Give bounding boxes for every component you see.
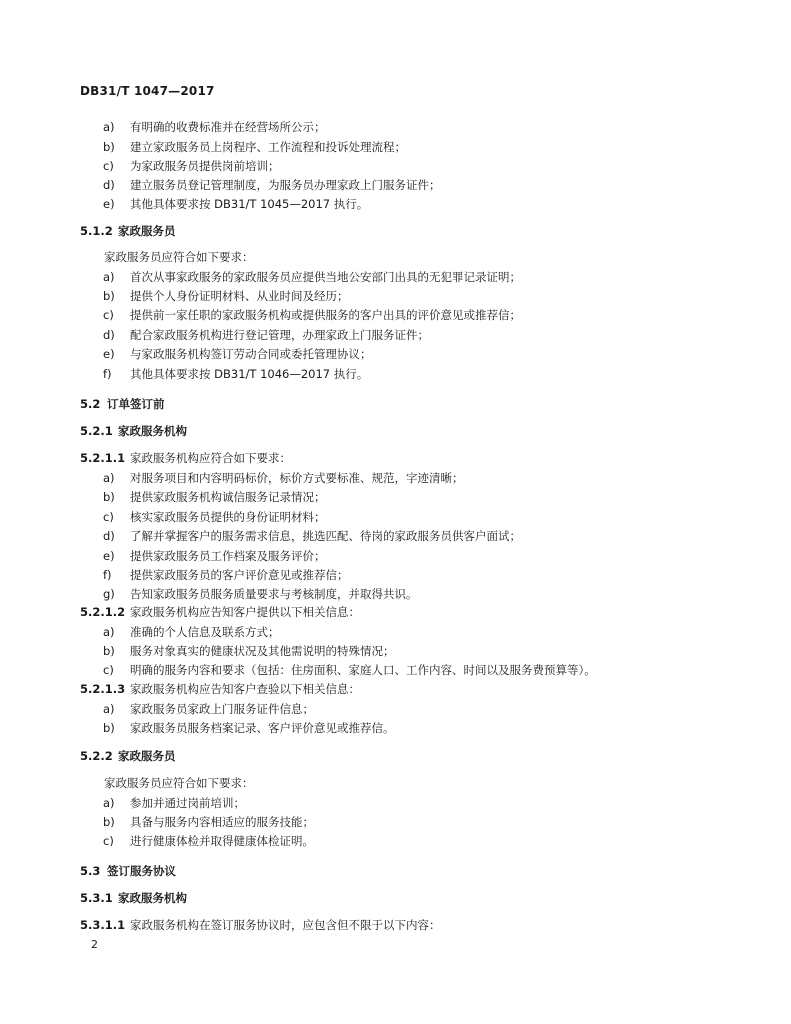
list-item-text: 进行健康体检并取得健康体检证明。 — [130, 834, 314, 848]
clause-number: 5.3.1.1 — [80, 918, 126, 932]
list-item-text: 为家政服务员提供岗前培训； — [130, 159, 280, 173]
paragraph-text: 家政服务员应符合如下要求： — [104, 776, 254, 790]
document-code: DB31/T 1047—2017 — [80, 84, 215, 98]
list-marker: d) — [103, 178, 115, 192]
list-item-text: 提供个人身份证明材料、从业时间及经历； — [130, 289, 349, 303]
section-title: 家政服务机构 — [118, 424, 187, 438]
section-number: 5.2.2 — [80, 749, 113, 763]
list-item-text: 准确的个人信息及联系方式； — [130, 625, 280, 639]
section-number: 5.3.1 — [80, 891, 113, 905]
list-marker: f) — [103, 568, 112, 582]
list-marker: g) — [103, 587, 115, 601]
list-marker: c) — [103, 510, 114, 524]
section-title: 签订服务协议 — [107, 864, 176, 878]
list-item-text: 对服务项目和内容明码标价，标价方式要标准、规范，字迹清晰； — [130, 471, 464, 485]
paragraph-text: 家政服务员应符合如下要求： — [104, 250, 254, 264]
list-marker: b) — [103, 289, 115, 303]
section-number: 5.1.2 — [80, 224, 113, 238]
list-item-text: 具备与服务内容相适应的服务技能； — [130, 815, 314, 829]
clause-number: 5.2.1.3 — [80, 682, 126, 696]
list-item-text: 首次从事家政服务的家政服务员应提供当地公安部门出具的无犯罪记录证明； — [130, 270, 521, 284]
list-marker: a) — [103, 471, 115, 485]
list-marker: e) — [103, 347, 115, 361]
list-item-text: 配合家政服务机构进行登记管理，办理家政上门服务证件； — [130, 328, 429, 342]
list-item-text: 核实家政服务员提供的身份证明材料； — [130, 510, 326, 524]
list-marker: a) — [103, 702, 115, 716]
list-item-text: 建立家政服务员上岗程序、工作流程和投诉处理流程； — [130, 140, 406, 154]
list-item-text: 提供家政服务员的客户评价意见或推荐信； — [130, 568, 349, 582]
list-marker: c) — [103, 663, 114, 677]
list-item-text: 其他具体要求按 DB31/T 1045—2017 执行。 — [130, 197, 369, 211]
section-number: 5.2.1 — [80, 424, 113, 438]
clause-text: 家政服务机构应符合如下要求： — [130, 451, 291, 465]
list-marker: a) — [103, 270, 115, 284]
list-marker: b) — [103, 490, 115, 504]
list-marker: c) — [103, 159, 114, 173]
list-marker: b) — [103, 140, 115, 154]
clause-number: 5.2.1.2 — [80, 605, 126, 619]
list-marker: b) — [103, 815, 115, 829]
section-title: 家政服务员 — [118, 224, 176, 238]
list-marker: a) — [103, 796, 115, 810]
section-number: 5.2 — [80, 397, 101, 411]
list-item-text: 家政服务员家政上门服务证件信息； — [130, 702, 314, 716]
list-marker: d) — [103, 529, 115, 543]
clause-number: 5.2.1.1 — [80, 451, 126, 465]
list-item-text: 有明确的收费标准并在经营场所公示； — [130, 120, 326, 134]
list-item-text: 明确的服务内容和要求（包括：住房面积、家庭人口、工作内容、时间以及服务费预算等）。 — [130, 663, 596, 677]
list-marker: c) — [103, 308, 114, 322]
list-item-text: 家政服务员服务档案记录、客户评价意见或推荐信。 — [130, 721, 395, 735]
list-item-text: 与家政服务机构签订劳动合同或委托管理协议； — [130, 347, 372, 361]
list-marker: c) — [103, 834, 114, 848]
section-title: 家政服务机构 — [118, 891, 187, 905]
list-item-text: 了解并掌握客户的服务需求信息，挑选匹配、待岗的家政服务员供客户面试； — [130, 529, 521, 543]
list-item-text: 告知家政服务员服务质量要求与考核制度，并取得共识。 — [130, 587, 418, 601]
list-marker: a) — [103, 120, 115, 134]
list-item-text: 参加并通过岗前培训； — [130, 796, 245, 810]
list-marker: d) — [103, 328, 115, 342]
clause-text: 家政服务机构应告知客户查验以下相关信息： — [130, 682, 360, 696]
list-item-text: 提供家政服务机构诚信服务记录情况； — [130, 490, 326, 504]
list-item-text: 建立服务员登记管理制度，为服务员办理家政上门服务证件； — [130, 178, 441, 192]
list-item-text: 服务对象真实的健康状况及其他需说明的特殊情况； — [130, 644, 395, 658]
list-marker: f) — [103, 367, 112, 381]
section-number: 5.3 — [80, 864, 101, 878]
list-marker: a) — [103, 625, 115, 639]
list-item-text: 提供家政服务员工作档案及服务评价； — [130, 549, 326, 563]
list-marker: e) — [103, 549, 115, 563]
list-marker: b) — [103, 644, 115, 658]
clause-text: 家政服务机构在签订服务协议时，应包含但不限于以下内容： — [130, 918, 441, 932]
section-title: 家政服务员 — [118, 749, 176, 763]
page-number: 2 — [91, 938, 98, 951]
list-item-text: 提供前一家任职的家政服务机构或提供服务的客户出具的评价意见或推荐信； — [130, 308, 521, 322]
section-title: 订单签订前 — [107, 397, 165, 411]
list-marker: e) — [103, 197, 115, 211]
list-item-text: 其他具体要求按 DB31/T 1046—2017 执行。 — [130, 367, 369, 381]
list-marker: b) — [103, 721, 115, 735]
clause-text: 家政服务机构应告知客户提供以下相关信息： — [130, 605, 360, 619]
